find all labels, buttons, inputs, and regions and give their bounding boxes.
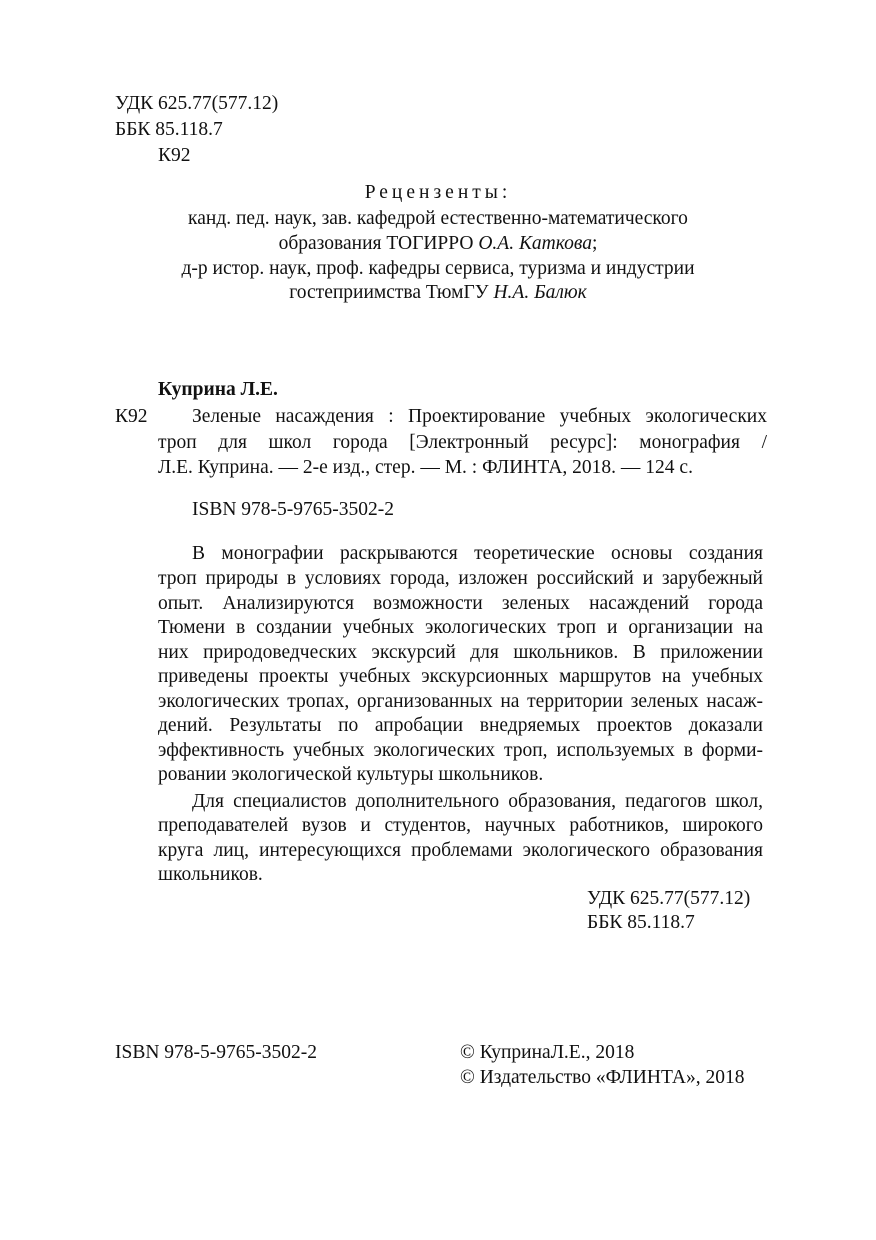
bbk-code: ББК 85.118.7 [115, 119, 223, 140]
footer-bbk-code: ББК 85.118.7 [587, 912, 695, 933]
annotation-line: В монографии раскрываются теоретические основы создания [192, 543, 763, 564]
catalog-mark: К92 [115, 406, 148, 427]
annotation-line: приведены проекты учебных экскурсионных маршрутов на учебных [158, 666, 763, 687]
catalog-title-line-2: троп для школ города [Электронный ресурс]: монография / [158, 432, 767, 453]
annotation-line: них природоведческих экскурсий для школьников. В приложении [158, 642, 763, 663]
copyright-author: © КупринаЛ.Е., 2018 [460, 1042, 635, 1063]
catalog-author: Куприна Л.Е. [158, 379, 278, 400]
annotation-line: троп природы в условиях города, изложен российский и зарубежный [158, 568, 763, 589]
footer-udk-code: УДК 625.77(577.12) [587, 888, 751, 909]
audience-line: круга лиц, интересующихся проблемами экологического образования [158, 840, 763, 861]
copyright-publisher: © Издательство «ФЛИНТА», 2018 [460, 1067, 745, 1088]
reviewer-2-line-2: гостеприимства ТюмГУ Н.А. Балюк [289, 282, 587, 303]
reviewer-2-name: Н.А. Балюк [493, 282, 587, 303]
reviewer-1-line-1: канд. пед. наук, зав. кафедрой естественно-математического [188, 208, 688, 229]
bottom-isbn: ISBN 978-5-9765-3502-2 [115, 1042, 318, 1063]
audience-line: школьников. [158, 864, 263, 885]
audience-line: преподавателей вузов и студентов, научных работников, широкого [158, 815, 763, 836]
catalog-isbn: ISBN 978-5-9765-3502-2 [192, 499, 395, 520]
reviewer-1-line-2: образования ТОГИРРО О.А. Каткова; [278, 233, 598, 254]
author-mark: К92 [158, 145, 191, 166]
annotation-line: Тюмени в создании учебных экологических троп и организации на [158, 617, 763, 638]
annotation-line: опыт. Анализируются возможности зеленых насаждений города [158, 593, 763, 614]
annotation-line: экологических тропах, организованных на территории зеленых насаж- [158, 691, 763, 712]
audience-line: Для специалистов дополнительного образования, педагогов школ, [192, 791, 763, 812]
annotation-line: эффективность учебных экологических троп, используемых в форми- [158, 740, 763, 761]
annotation-line: дений. Результаты по апробации внедряемых проектов доказали [158, 715, 763, 736]
catalog-title-line-1: Зеленые насаждения : Проектирование учебных экологических [192, 406, 767, 427]
annotation-line: ровании экологической культуры школьников. [158, 764, 544, 785]
catalog-title-line-3: Л.Е. Куприна. — 2-е изд., стер. — М. : ФЛИНТА, 2018. — 124 с. [158, 457, 693, 478]
reviewers-heading: Рецензенты: [364, 182, 512, 203]
reviewer-2-line-1: д-р истор. наук, проф. кафедры сервиса, туризма и индустрии [181, 258, 695, 279]
reviewer-1-name: О.А. Каткова [478, 233, 592, 254]
udk-code: УДК 625.77(577.12) [115, 93, 279, 114]
